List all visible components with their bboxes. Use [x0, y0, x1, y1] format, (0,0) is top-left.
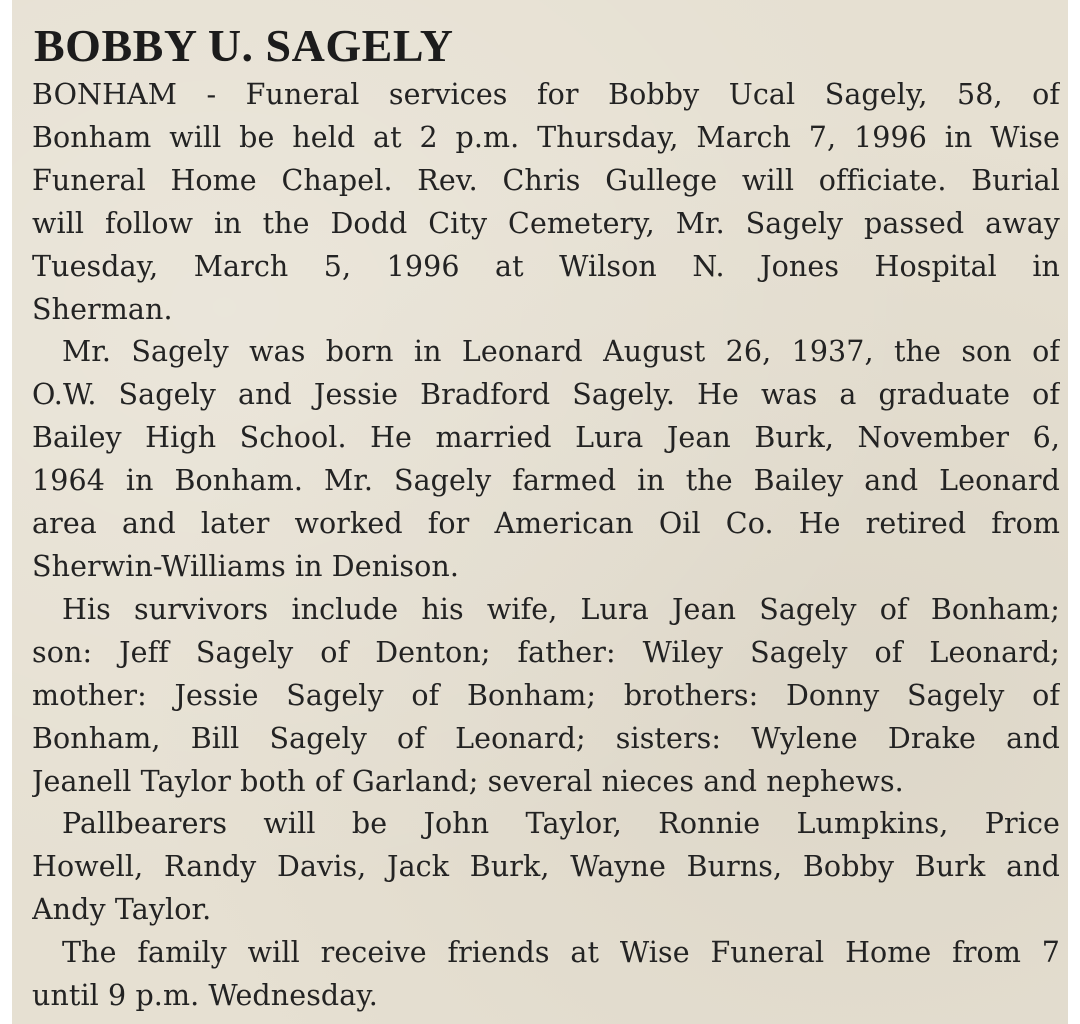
text-line: until 9 p.m. Wednesday.: [32, 979, 378, 1013]
text-line: Jeanell Taylor both of Garland; several nieces and nephews.: [32, 764, 904, 798]
paragraph-survivors: [32, 589, 1060, 804]
paragraph-pallbearers: [32, 803, 1060, 932]
newspaper-clipping: [12, 0, 1074, 1024]
text-line: Tuesday, March 5, 1996 at Wilson N. Jones Hospital in: [32, 249, 1060, 283]
text-line: His survivors include his wife, Lura Jean Sagely of Bonham;: [62, 592, 1060, 626]
text-line: Pallbearers will be John Taylor, Ronnie Lumpkins, Price: [62, 807, 1060, 841]
clipping-right-edge: [1068, 0, 1074, 1024]
obituary-headline: BOBBY U. SAGELY: [34, 20, 454, 71]
text-line: Funeral Home Chapel. Rev. Chris Gullege will officiate. Burial: [32, 163, 1060, 197]
paragraph-visitation: [32, 932, 1060, 1018]
text-line: O.W. Sagely and Jessie Bradford Sagely. He was a graduate of: [32, 378, 1060, 412]
obituary-body: [32, 74, 1060, 1018]
paragraph-services: [32, 74, 1060, 331]
text-line: Bonham will be held at 2 p.m. Thursday, March 7, 1996 in Wise: [32, 120, 1060, 154]
text-line: Bonham, Bill Sagely of Leonard; sisters: Wylene Drake and: [32, 721, 1060, 755]
text-line: area and later worked for American Oil Co. He retired from: [32, 507, 1060, 541]
text-line: Sherwin-Williams in Denison.: [32, 549, 459, 583]
text-line: will follow in the Dodd City Cemetery, Mr. Sagely passed away: [32, 206, 1060, 240]
text-line: BONHAM - Funeral services for Bobby Ucal Sagely, 58, of: [32, 78, 1060, 111]
text-line: Andy Taylor.: [32, 893, 212, 927]
text-line: Mr. Sagely was born in Leonard August 26, 1937, the son of: [62, 335, 1060, 369]
text-line: Bailey High School. He married Lura Jean Burk, November 6,: [32, 421, 1060, 455]
text-line: The family will receive friends at Wise Funeral Home from 7: [62, 936, 1060, 970]
text-line: 1964 in Bonham. Mr. Sagely farmed in the Bailey and Leonard: [32, 464, 1060, 498]
text-line: Howell, Randy Davis, Jack Burk, Wayne Burns, Bobby Burk and: [32, 850, 1060, 884]
text-line: son: Jeff Sagely of Denton; father: Wiley Sagely of Leonard;: [32, 635, 1060, 669]
text-line: Sherman.: [32, 292, 173, 326]
text-line: mother: Jessie Sagely of Bonham; brothers: Donny Sagely of: [32, 678, 1060, 712]
paragraph-biography: [32, 331, 1060, 588]
